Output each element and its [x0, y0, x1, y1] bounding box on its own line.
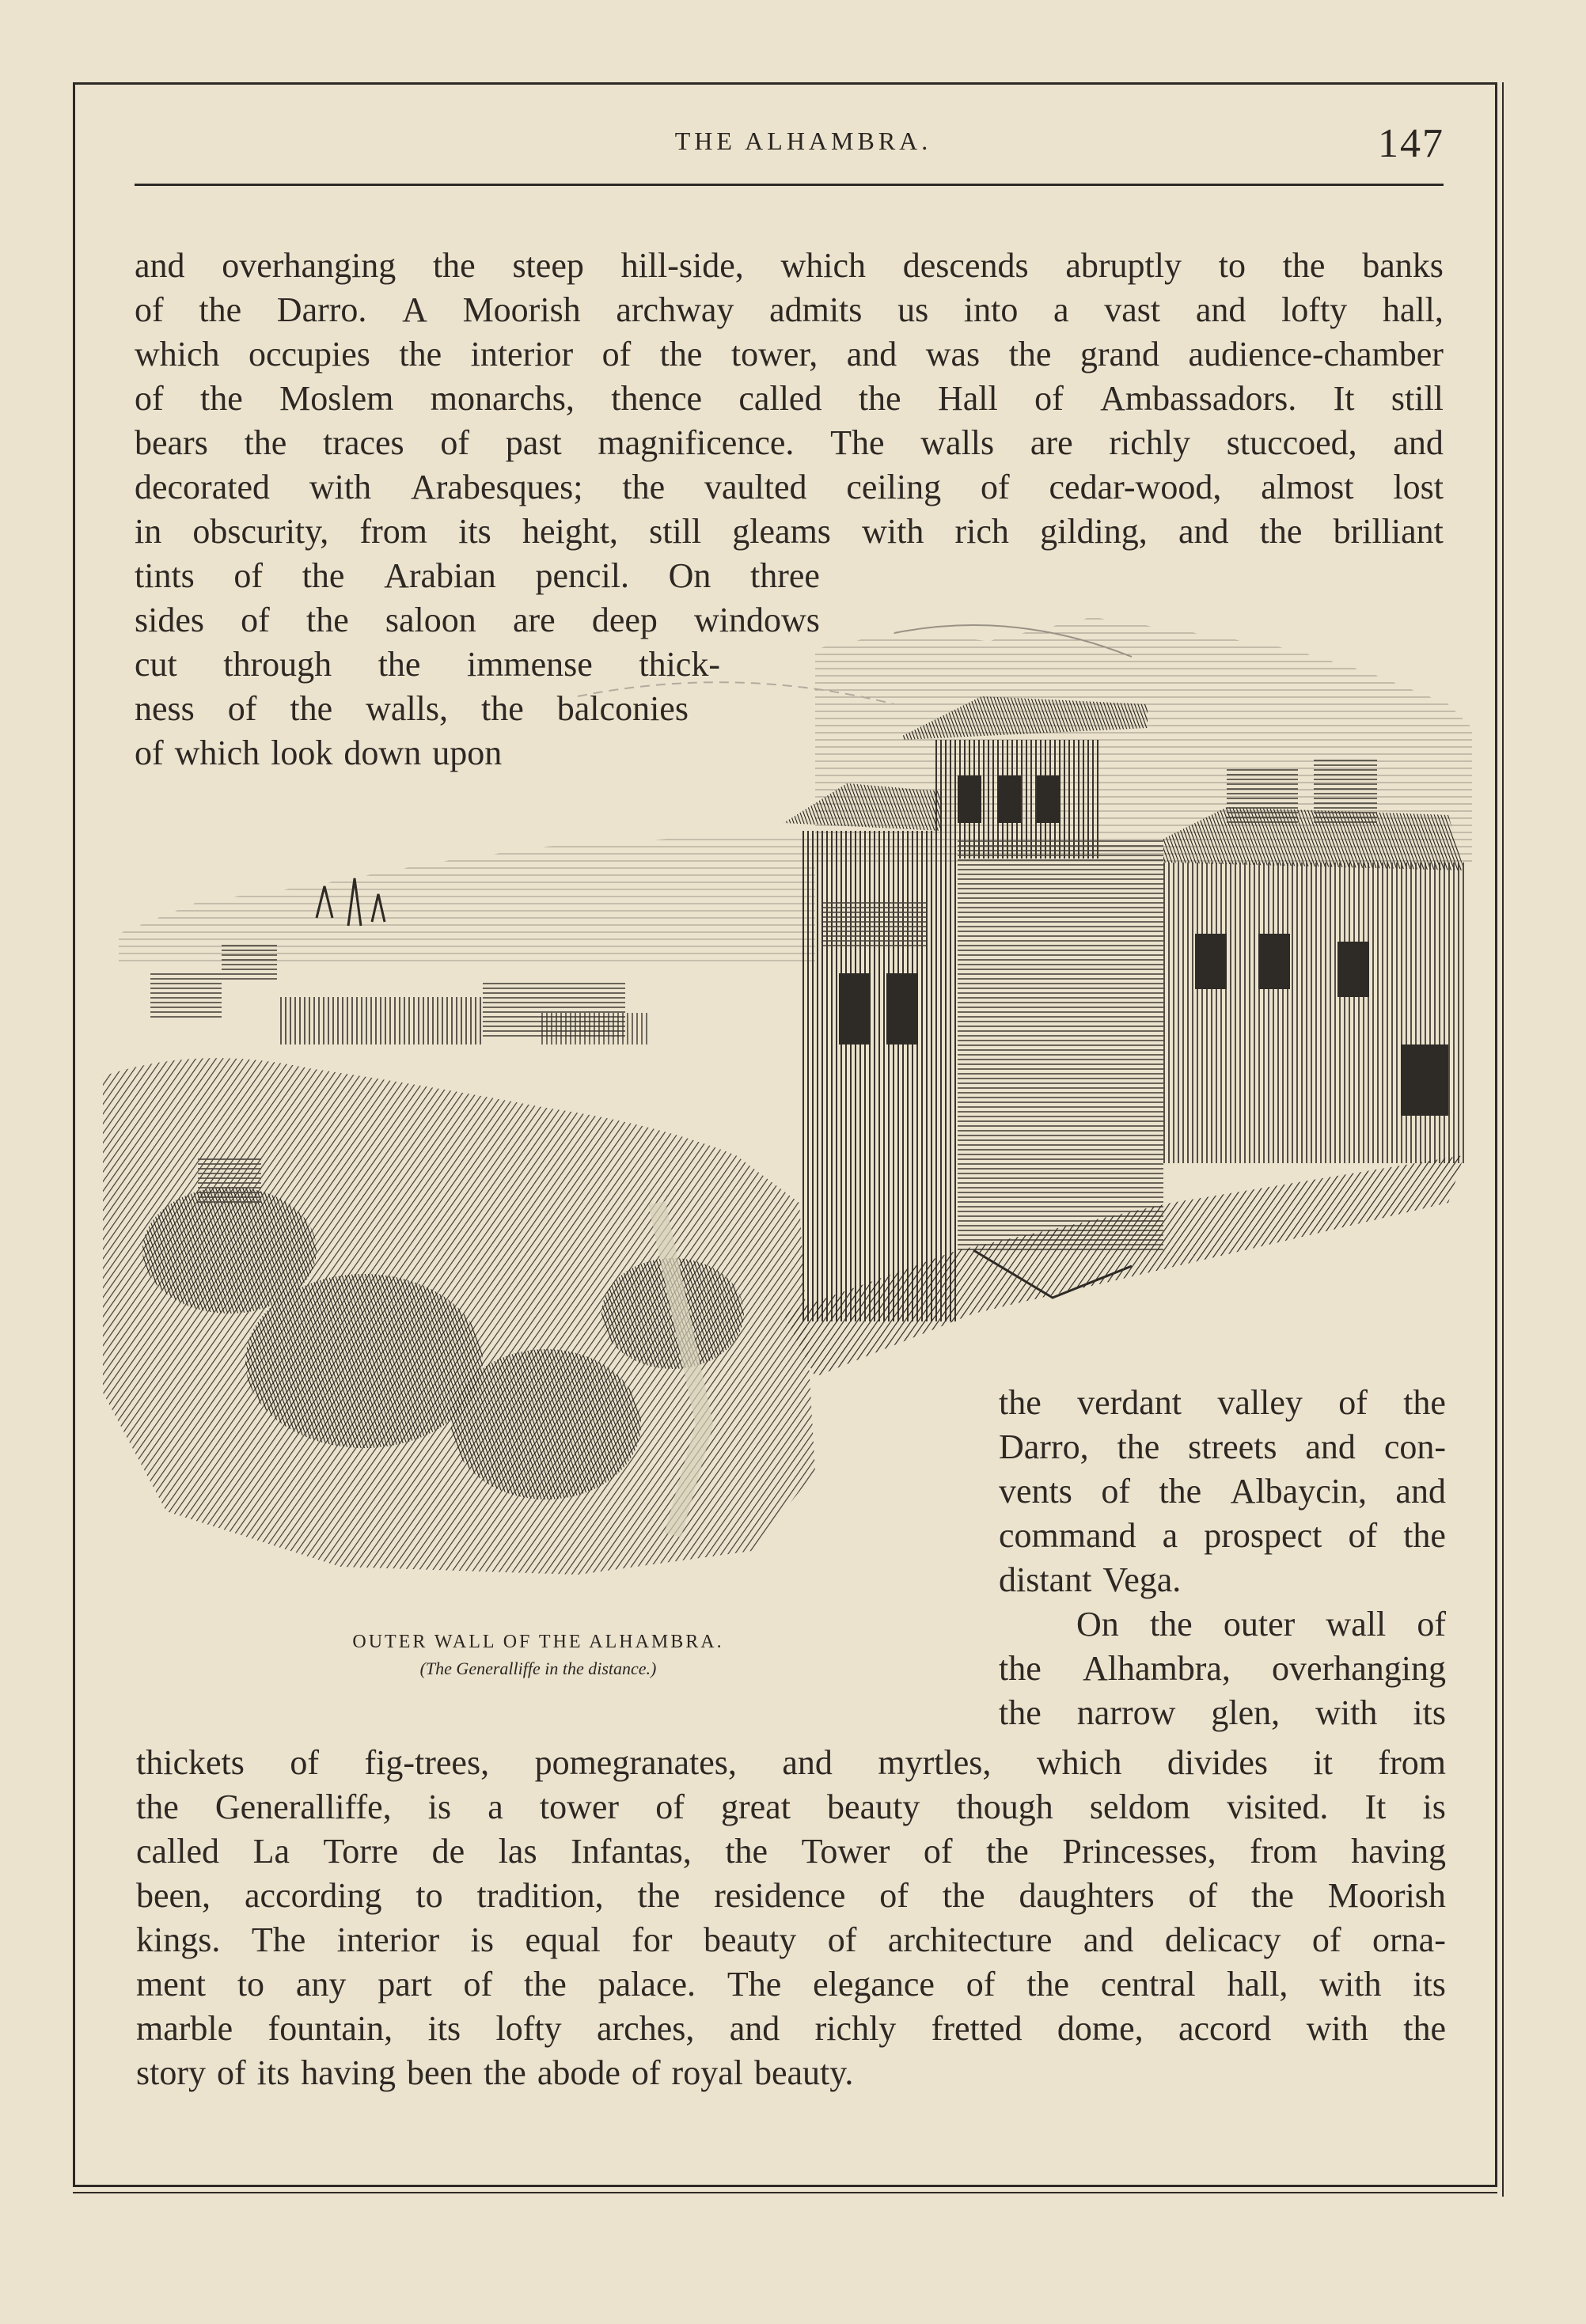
word: the — [858, 379, 901, 418]
word: and — [1195, 290, 1246, 329]
word: of — [923, 1832, 953, 1871]
word: the — [1251, 1876, 1294, 1915]
word: the — [524, 1965, 567, 2004]
word: tradition, — [476, 1876, 604, 1915]
word: the — [200, 379, 243, 418]
word: lost — [1393, 468, 1444, 506]
word: grand — [1079, 335, 1160, 373]
word: vast — [1104, 290, 1161, 329]
word: ment — [136, 1965, 206, 2004]
word: past — [505, 423, 562, 462]
word: the — [378, 645, 421, 684]
caption-subtitle: (The Generalliffe in the distance.) — [419, 1659, 657, 1678]
word: the — [432, 246, 476, 285]
word: balconies — [556, 689, 689, 728]
word: obscurity, — [192, 512, 329, 551]
word: windows — [694, 601, 820, 639]
word: great — [720, 1788, 791, 1826]
word: Albaycin, — [1230, 1472, 1367, 1511]
word: immense — [466, 645, 593, 684]
word: and — [1395, 1472, 1446, 1511]
word: look — [271, 734, 333, 772]
word: glen, — [1211, 1693, 1281, 1732]
word: archway — [616, 290, 734, 329]
word: royal — [671, 2053, 743, 2092]
word: the — [1282, 246, 1326, 285]
word: are — [1030, 423, 1073, 462]
word: sides — [135, 601, 204, 639]
word: the — [725, 1832, 768, 1871]
word: marble — [136, 2009, 233, 2048]
word: of — [631, 2053, 661, 2092]
text-line — [999, 1469, 1446, 1514]
word: the — [1008, 335, 1052, 373]
text-line — [136, 1741, 1446, 1785]
running-head — [135, 123, 1472, 171]
word: distant — [999, 1560, 1092, 1599]
word: The — [830, 423, 885, 462]
word: the — [659, 335, 703, 373]
word: ceiling — [846, 468, 942, 506]
word: fretted — [931, 2009, 1023, 2048]
word: vents — [999, 1472, 1072, 1511]
word: of — [227, 689, 257, 728]
word: richly — [814, 2009, 897, 2048]
word: It — [1333, 379, 1355, 418]
word: the — [199, 290, 242, 329]
word: which — [780, 246, 867, 285]
text-line — [999, 1647, 1446, 1691]
word: prospect — [1204, 1516, 1322, 1555]
word: and — [1393, 423, 1444, 462]
word: the — [1403, 1516, 1446, 1555]
word: is — [1422, 1788, 1446, 1826]
word: and — [846, 335, 897, 373]
word: according — [244, 1876, 382, 1915]
word: of — [290, 1743, 319, 1782]
word: the — [302, 556, 345, 595]
word: pencil. — [535, 556, 629, 595]
word: are — [512, 601, 556, 639]
word: orna- — [1372, 1920, 1446, 1959]
word: walls — [920, 423, 995, 462]
word: gleams — [732, 512, 831, 551]
word: hill-side, — [620, 246, 744, 285]
word: its — [256, 2053, 290, 2092]
word: the — [1403, 2009, 1446, 2048]
word: fountain, — [267, 2009, 393, 2048]
text-line — [135, 377, 1444, 421]
word: accord — [1178, 2009, 1272, 2048]
word: with — [1315, 1693, 1378, 1732]
word: with — [862, 512, 924, 551]
word: overhanging — [222, 246, 396, 285]
word: of — [1034, 379, 1064, 418]
word: Alhambra, — [1082, 1649, 1231, 1688]
word: On — [1076, 1605, 1119, 1643]
word: de — [431, 1832, 465, 1871]
word: of — [1188, 1876, 1218, 1915]
word: divides — [1167, 1743, 1268, 1782]
word: Torre — [323, 1832, 399, 1871]
word: of — [1338, 1383, 1368, 1422]
paragraph-3 — [136, 1741, 1446, 2095]
word: Darro, — [999, 1427, 1089, 1466]
text-line — [136, 1785, 1446, 1829]
word: interior — [470, 335, 574, 373]
word: outer — [1223, 1605, 1296, 1643]
word: of — [217, 2053, 246, 2092]
word: fig-trees, — [364, 1743, 490, 1782]
word: command — [999, 1516, 1136, 1555]
word: of — [1348, 1516, 1378, 1555]
word: the — [244, 423, 287, 462]
word: traces — [323, 423, 404, 462]
word: was — [925, 335, 981, 373]
word: Princesses, — [1062, 1832, 1216, 1871]
word: Tower — [801, 1832, 890, 1871]
word: the — [1403, 1383, 1446, 1422]
word: stuccoed, — [1226, 423, 1357, 462]
word: and — [782, 1743, 833, 1782]
word: with — [309, 468, 372, 506]
word: It — [1364, 1788, 1387, 1826]
word: the — [136, 1788, 179, 1826]
word: a — [1053, 290, 1069, 329]
word: for — [632, 1920, 673, 1959]
word: myrtles, — [878, 1743, 992, 1782]
word: tower — [539, 1788, 620, 1826]
word: tower, — [730, 335, 818, 373]
word: richly — [1109, 423, 1190, 462]
word: to — [237, 1965, 265, 2004]
word: elegance — [813, 1965, 935, 2004]
word: and — [1178, 512, 1229, 551]
word: thick- — [639, 645, 720, 684]
text-line — [135, 288, 1444, 332]
text-line — [999, 1691, 1446, 1735]
word: Moorish — [462, 290, 581, 329]
word: of — [879, 1876, 909, 1915]
text-line — [135, 554, 820, 598]
word: of — [655, 1788, 685, 1826]
word: las — [498, 1832, 537, 1871]
frame-right-rule — [1502, 82, 1504, 2197]
word: rich — [954, 512, 1009, 551]
text-line — [135, 244, 1444, 288]
word: lofty — [495, 2009, 562, 2048]
word: residence — [714, 1876, 846, 1915]
word: the — [290, 689, 333, 728]
word: The — [727, 1965, 782, 2004]
word: of — [135, 734, 164, 772]
word: been — [407, 2053, 473, 2092]
word: arches, — [597, 2009, 695, 2048]
word: into — [963, 290, 1019, 329]
word: of — [1311, 1920, 1341, 1959]
word: abruptly — [1065, 246, 1182, 285]
word: overhanging — [1272, 1649, 1446, 1688]
word: wall — [1326, 1605, 1387, 1643]
word: its — [458, 512, 491, 551]
text-line — [135, 510, 1444, 554]
word: still — [1391, 379, 1444, 418]
text-line — [136, 2007, 1446, 2051]
word: a — [1162, 1516, 1178, 1555]
page-number: 147 — [1378, 121, 1444, 166]
word: seldom — [1089, 1788, 1190, 1826]
word: of — [463, 1965, 493, 2004]
word: having — [1351, 1832, 1446, 1871]
text-line — [135, 465, 1444, 510]
word: part — [378, 1965, 432, 2004]
word: and — [1083, 1920, 1134, 1959]
word: with — [1319, 1965, 1382, 2004]
word: is — [470, 1920, 494, 1959]
word: interior — [336, 1920, 440, 1959]
text-line — [136, 1874, 1446, 1918]
word: descends — [902, 246, 1029, 285]
word: which — [174, 734, 260, 772]
illustration-caption — [332, 1628, 744, 1682]
word: of — [241, 601, 270, 639]
word: the — [999, 1693, 1042, 1732]
word: from — [1250, 1832, 1318, 1871]
word: its — [427, 2009, 461, 2048]
word: a — [488, 1788, 503, 1826]
word: dome, — [1057, 2009, 1144, 2048]
word: the — [305, 601, 349, 639]
word: of — [601, 335, 632, 373]
word: and — [1305, 1427, 1356, 1466]
word: Generalliffe, — [214, 1788, 392, 1826]
word: three — [749, 556, 820, 595]
word: any — [295, 1965, 347, 2004]
word: lofty — [1281, 290, 1348, 329]
word: story — [136, 2053, 206, 2092]
word: called — [738, 379, 822, 418]
word: kings. — [136, 1920, 221, 1959]
word: delicacy — [1164, 1920, 1281, 1959]
word: beauty — [703, 1920, 797, 1959]
word: of — [827, 1920, 857, 1959]
word: streets — [1188, 1427, 1277, 1466]
word: cut — [135, 645, 177, 684]
word: valley — [1217, 1383, 1303, 1422]
word: beauty. — [753, 2053, 854, 2092]
word: almost — [1261, 468, 1354, 506]
text-line — [136, 1918, 1446, 1962]
word: the — [484, 2053, 526, 2092]
word: of — [966, 1965, 996, 2004]
word: upon — [432, 734, 503, 772]
word: of — [135, 290, 164, 329]
text-line — [136, 1962, 1446, 2007]
word: from — [359, 512, 428, 551]
word: of — [1417, 1605, 1446, 1643]
word: to — [1218, 246, 1246, 285]
word: its — [1413, 1965, 1446, 2004]
word: vaulted — [704, 468, 807, 506]
word: and — [729, 2009, 780, 2048]
word: of — [1101, 1472, 1130, 1511]
word: The — [251, 1920, 306, 1959]
word: tints — [135, 556, 195, 595]
word: been, — [136, 1876, 211, 1915]
word: visited. — [1227, 1788, 1329, 1826]
word: through — [223, 645, 332, 684]
frame-bottom-rule — [73, 2192, 1497, 2193]
word: palace. — [598, 1965, 696, 2004]
word: occupies — [248, 335, 370, 373]
word: the — [1149, 1605, 1193, 1643]
word: Vega. — [1102, 1560, 1182, 1599]
word: the — [986, 1832, 1029, 1871]
word: the — [1026, 1965, 1070, 2004]
word: bears — [135, 423, 208, 462]
word: thickets — [136, 1743, 245, 1782]
word: hall, — [1382, 290, 1444, 329]
word: Arabian — [384, 556, 496, 595]
text-line — [999, 1425, 1446, 1469]
text-line — [136, 2051, 1446, 2095]
wooded-hillside — [103, 1058, 815, 1575]
text-line — [999, 1381, 1446, 1425]
word: from — [1378, 1743, 1446, 1782]
word: with — [1306, 2009, 1368, 2048]
word: still — [649, 512, 702, 551]
word: the — [481, 689, 524, 728]
word: admits — [769, 290, 863, 329]
word: height, — [522, 512, 618, 551]
caption-title: OUTER WALL OF THE ALHAMBRA. — [352, 1632, 724, 1652]
word: Infantas, — [571, 1832, 692, 1871]
text-line — [135, 332, 1444, 377]
word: gilding, — [1040, 512, 1148, 551]
word: pomegranates, — [534, 1743, 737, 1782]
paragraph-1 — [135, 244, 1444, 554]
word: the — [622, 468, 666, 506]
word: of — [440, 423, 470, 462]
word: the — [399, 335, 442, 373]
word: of — [233, 556, 264, 595]
word: the — [999, 1383, 1042, 1422]
word: which — [1036, 1743, 1122, 1782]
word: the — [942, 1876, 985, 1915]
word: its — [1413, 1693, 1446, 1732]
text-line — [999, 1602, 1446, 1647]
word: brilliant — [1333, 512, 1444, 551]
word: us — [897, 290, 929, 329]
word: deep — [591, 601, 658, 639]
word: of — [135, 379, 164, 418]
word: con- — [1383, 1427, 1446, 1466]
text-line — [999, 1558, 1446, 1602]
word: thence — [611, 379, 703, 418]
word: banks — [1362, 246, 1444, 285]
word: in — [135, 512, 162, 551]
text-line — [136, 1829, 1446, 1874]
word: ness — [135, 689, 195, 728]
word: monarchs, — [430, 379, 575, 418]
word: audience-chamber — [1188, 335, 1444, 373]
word: the — [1259, 512, 1303, 551]
word: having — [301, 2053, 396, 2092]
word: though — [956, 1788, 1053, 1826]
word: On — [668, 556, 711, 595]
word: beauty — [827, 1788, 920, 1826]
word: it — [1313, 1743, 1333, 1782]
word: walls, — [366, 689, 449, 728]
word: Hall — [937, 379, 998, 418]
word: A — [402, 290, 427, 329]
right-column-text — [999, 1381, 1446, 1735]
word: the — [1117, 1427, 1160, 1466]
word: verdant — [1077, 1383, 1182, 1422]
text-line — [135, 421, 1444, 465]
word: magnificence. — [598, 423, 795, 462]
word: daughters — [1019, 1876, 1155, 1915]
word: Moorish — [1327, 1876, 1446, 1915]
header-rule — [135, 184, 1444, 186]
word: cedar-wood, — [1049, 468, 1222, 506]
word: is — [427, 1788, 452, 1826]
word: and — [135, 246, 185, 285]
word: central — [1100, 1965, 1196, 2004]
word: Ambassadors. — [1100, 379, 1297, 418]
word: hall, — [1227, 1965, 1288, 2004]
word: the — [1159, 1472, 1202, 1511]
word: architecture — [887, 1920, 1053, 1959]
text-line — [999, 1514, 1446, 1558]
word: La — [252, 1832, 290, 1871]
word: to — [415, 1876, 443, 1915]
running-title: THE ALHAMBRA. — [674, 127, 932, 155]
word: which — [135, 335, 220, 373]
word: equal — [525, 1920, 601, 1959]
word: Darro. — [276, 290, 367, 329]
word: narrow — [1076, 1693, 1176, 1732]
word: abode — [537, 2053, 620, 2092]
word: the — [637, 1876, 681, 1915]
word: Arabesques; — [410, 468, 583, 506]
word: saloon — [385, 601, 476, 639]
word: steep — [512, 246, 584, 285]
word: decorated — [135, 468, 270, 506]
word: called — [136, 1832, 220, 1871]
word: the — [999, 1649, 1042, 1688]
word: of — [981, 468, 1010, 506]
word: down — [343, 734, 422, 772]
word: Moslem — [279, 379, 394, 418]
